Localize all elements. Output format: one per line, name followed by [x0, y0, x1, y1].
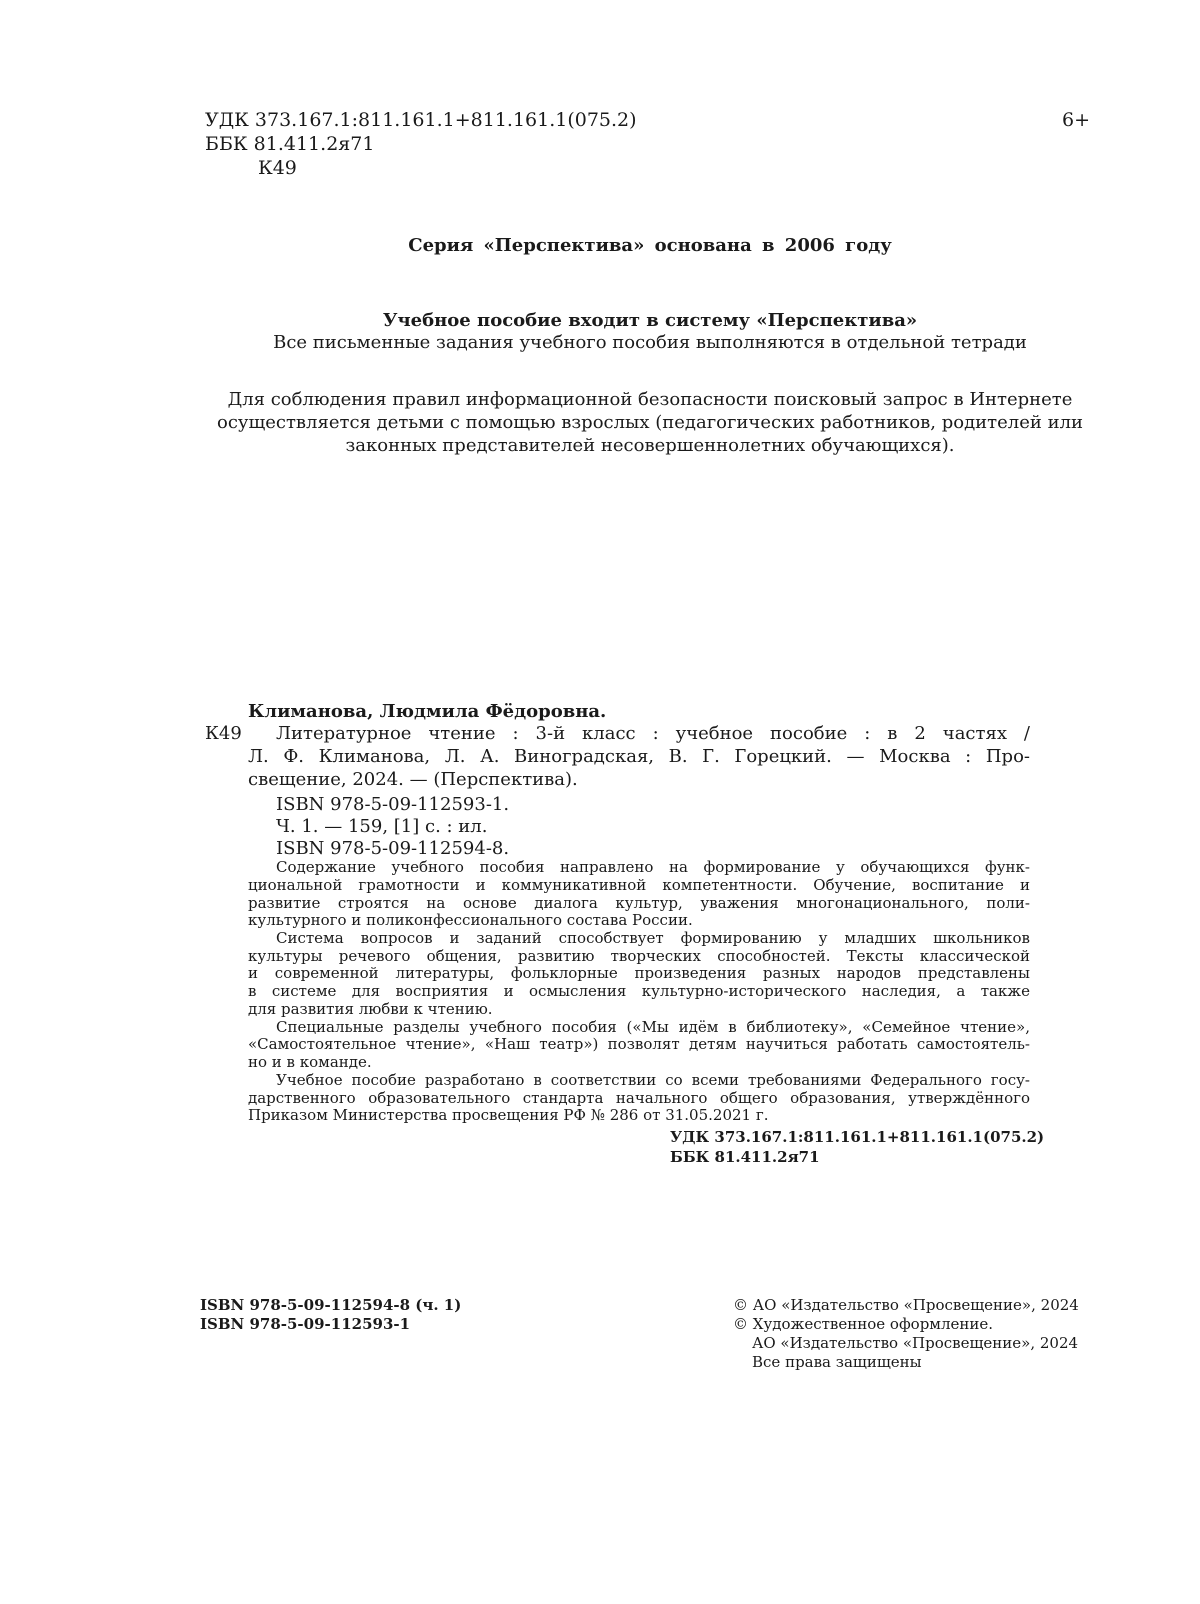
- series-note: Серия «Перспектива» основана в 2006 году: [408, 235, 892, 256]
- annotation-line: Система вопросов и заданий способствует формированию у младших школьников: [276, 929, 1030, 947]
- annotation-line: для развития любви к чтению.: [248, 1000, 493, 1018]
- copyright-line: АО «Издательство «Просвещение», 2024: [752, 1334, 1079, 1352]
- catalog-code: К49: [205, 723, 242, 744]
- catalog-udk: УДК 373.167.1:811.161.1+811.161.1(075.2): [670, 1128, 1045, 1146]
- annotation-line: но и в команде.: [248, 1053, 372, 1071]
- system-note-subtitle: Все письменные задания учебного пособия выполняются в отдельной тетради: [273, 332, 1027, 353]
- rights-reserved: Все права защищены: [752, 1353, 922, 1371]
- safety-note-line: осуществляется детьми с помощью взрослых (педагогических работников, родителей или: [216, 412, 1084, 433]
- catalog-description-line: Л. Ф. Климанова, Л. А. Виноградская, В. Г. Горецкий. — Москва : Про-: [248, 746, 1030, 767]
- footer-isbn-part: ISBN 978-5-09-112594-8 (ч. 1): [200, 1296, 462, 1314]
- system-note-title: Учебное пособие входит в систему «Перспектива»: [382, 310, 918, 331]
- safety-note-line: Для соблюдения правил информационной безопасности поисковый запрос в Интернете: [227, 389, 1073, 410]
- bbk-code: ББК 81.411.2я71: [205, 133, 375, 155]
- annotation-line: Специальные разделы учебного пособия («Мы идём в библиотеку», «Семейное чтение»,: [276, 1018, 1030, 1036]
- annotation-line: циональной грамотности и коммуникативной компетентности. Обучение, воспитание и: [248, 876, 1030, 894]
- catalog-description-line: Литературное чтение : 3-й класс : учебное пособие : в 2 частях /: [276, 723, 1030, 744]
- copyright-line: © АО «Издательство «Просвещение», 2024: [733, 1296, 1079, 1314]
- annotation-line: и современной литературы, фольклорные произведения разных народов представлены: [248, 964, 1030, 982]
- annotation-line: Приказом Министерства просвещения РФ № 286 от 31.05.2021 г.: [248, 1106, 769, 1124]
- annotation-line: в системе для восприятия и осмысления культурно-исторического наследия, а также: [248, 982, 1030, 1000]
- author-mark: К49: [258, 157, 297, 179]
- catalog-part: Ч. 1. — 159, [1] с. : ил.: [276, 816, 488, 837]
- annotation-line: культурного и поликонфессионального состава России.: [248, 911, 693, 929]
- catalog-isbn-general: ISBN 978-5-09-112593-1.: [276, 794, 510, 815]
- annotation-line: Учебное пособие разработано в соответствии со всеми требованиями Федерального госу-: [276, 1071, 1030, 1089]
- copyright-line: © Художественное оформление.: [733, 1315, 994, 1333]
- annotation-line: культуры речевого общения, развитию творческих способностей. Тексты классической: [248, 947, 1030, 965]
- annotation-line: развитие строятся на основе диалога культур, уважения многонационального, поли-: [248, 894, 1030, 912]
- catalog-isbn-part: ISBN 978-5-09-112594-8.: [276, 838, 510, 859]
- age-rating: 6+: [1062, 109, 1091, 131]
- annotation-line: Содержание учебного пособия направлено на формирование у обучающихся функ-: [276, 858, 1030, 876]
- catalog-bbk: ББК 81.411.2я71: [670, 1148, 820, 1166]
- udk-code: УДК 373.167.1:811.161.1+811.161.1(075.2): [205, 109, 637, 131]
- footer-isbn-general: ISBN 978-5-09-112593-1: [200, 1315, 411, 1333]
- safety-note-line: законных представителей несовершеннолетних обучающихся).: [345, 435, 955, 456]
- catalog-description-line: свещение, 2024. — (Перспектива).: [248, 769, 578, 790]
- annotation-line: «Самостоятельное чтение», «Наш театр») позволят детям научиться работать самостоятель-: [248, 1035, 1030, 1053]
- annotation-line: дарственного образовательного стандарта начального общего образования, утверждённого: [248, 1089, 1030, 1107]
- catalog-author: Климанова, Людмила Фёдоровна.: [248, 701, 607, 722]
